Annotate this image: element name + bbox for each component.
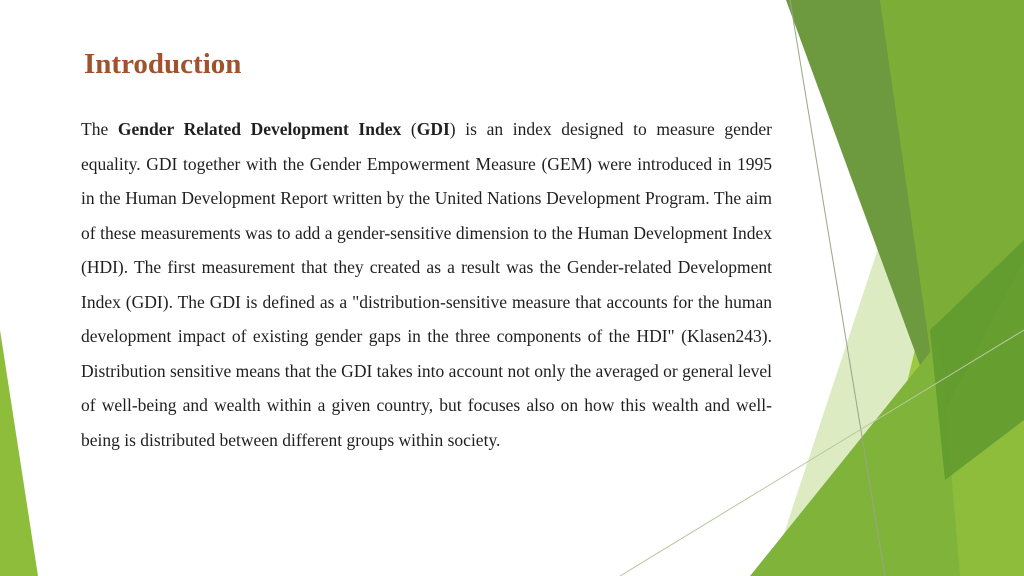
body-paragraph: [81, 112, 772, 457]
body-text-part: The: [81, 119, 118, 139]
body-text-part: ) is an index designed to measure gender equality. GDI together with the Gender Empowerment Measure (GEM) were introduced in 1995 in the Human Development Report written by the United Nations Development Program. The aim of these measurements was to add a gender-sensitive dimension to the Human Development Index (HDI). The first measurement that they created as a result was the Gender-related Development Index (GDI). The GDI is defined as a "distribution-sensitive measure that accounts for the human development impact of existing gender gaps in the three components of the HDI" (Klasen243). Distribution sensitive means that the GDI takes into account not only the averaged or general level of well-being and wealth within a given country, but focuses also on how this wealth and well-being is distributed between different groups within society.: [81, 119, 772, 450]
body-text-part: (: [401, 119, 417, 139]
bold-term-index-name: Gender Related Development Index: [117, 119, 402, 139]
slide-title: Introduction: [84, 48, 242, 80]
bold-term-abbreviation: GDI: [416, 119, 450, 139]
decor-shape-left: [0, 330, 38, 576]
